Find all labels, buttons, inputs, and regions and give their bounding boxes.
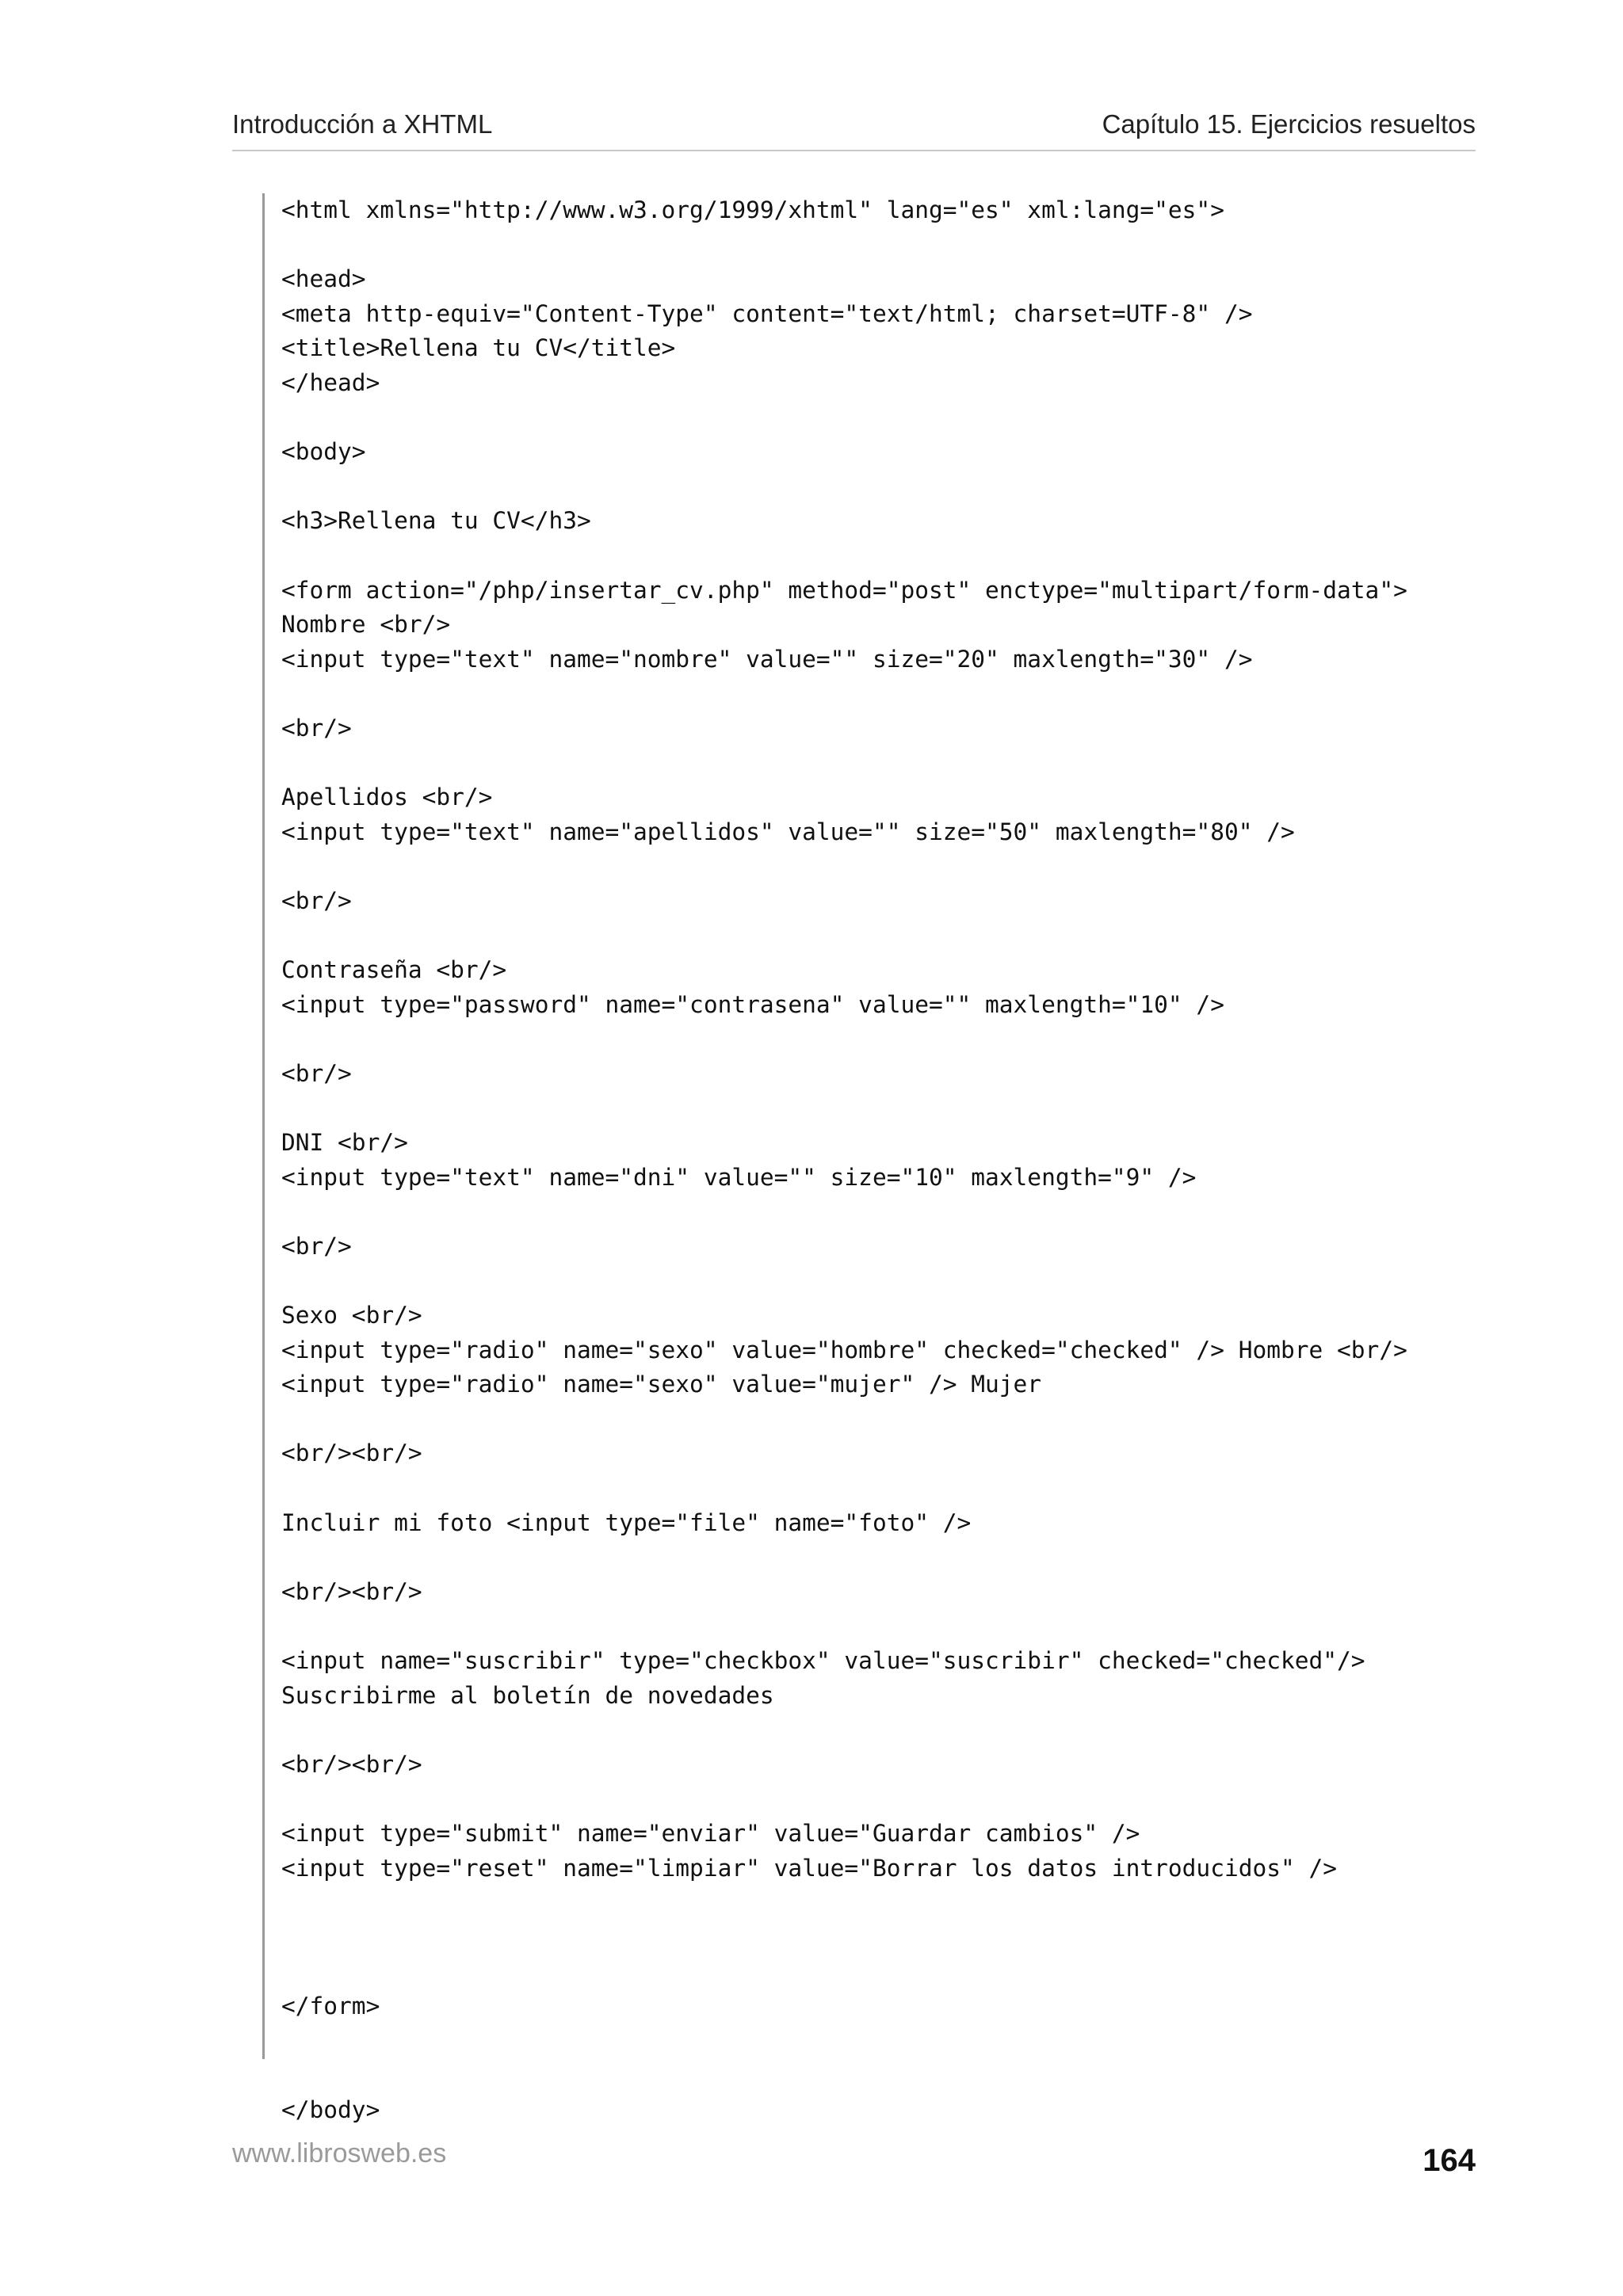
code-line: <br/> xyxy=(281,1059,352,1087)
code-line: <form action="/php/insertar_cv.php" method="post" enctype="multipart/form-data"> xyxy=(281,576,1407,604)
code-line: Contraseña <br/> xyxy=(281,956,507,984)
code-line: <input type="submit" name="enviar" value="Guardar cambios" /> xyxy=(281,1819,1140,1847)
code-line: <br/> xyxy=(281,887,352,914)
page-number: 164 xyxy=(1423,2143,1476,2178)
code-line: <head> xyxy=(281,265,366,293)
code-line: <input type="reset" name="limpiar" value="Borrar los datos introducidos" /> xyxy=(281,1854,1338,1882)
code-line: <body> xyxy=(281,438,366,466)
code-line: Nombre <br/> xyxy=(281,611,451,639)
code-line: <html xmlns="http://www.w3.org/1999/xhtml" lang="es" xml:lang="es"> xyxy=(281,196,1224,223)
code-line: Apellidos <br/> xyxy=(281,784,493,811)
code-line: <br/><br/> xyxy=(281,1577,422,1605)
footer-url: www.librosweb.es xyxy=(232,2138,447,2168)
code-line: Sexo <br/> xyxy=(281,1302,422,1329)
code-line: <title>Rellena tu CV</title> xyxy=(281,334,676,362)
header-divider xyxy=(232,150,1476,151)
code-line: <input type="password" name="contrasena" value="" maxlength="10" /> xyxy=(281,990,1224,1018)
code-line: </form> xyxy=(281,1992,380,2019)
running-header-title: Introducción a XHTML xyxy=(232,109,493,139)
code-line: <input type="text" name="apellidos" value="" size="50" maxlength="80" /> xyxy=(281,818,1295,845)
running-header-chapter: Capítulo 15. Ejercicios resueltos xyxy=(1102,109,1476,139)
code-line: Suscribirme al boletín de novedades xyxy=(281,1681,774,1709)
code-line: <input type="radio" name="sexo" value="mujer" /> Mujer xyxy=(281,1371,1042,1398)
code-line: <input type="text" name="nombre" value="" size="20" maxlength="30" /> xyxy=(281,645,1253,673)
code-line: <br/><br/> xyxy=(281,1440,422,1467)
code-line: <input type="text" name="dni" value="" size="10" maxlength="9" /> xyxy=(281,1163,1197,1191)
code-line: <input type="radio" name="sexo" value="hombre" checked="checked" /> Hombre <br/> xyxy=(281,1336,1407,1363)
code-line: <h3>Rellena tu CV</h3> xyxy=(281,507,591,535)
code-line: </head> xyxy=(281,368,380,396)
code-line: <input name="suscribir" type="checkbox" value="suscribir" checked="checked"/> xyxy=(281,1646,1365,1674)
code-line: <meta http-equiv="Content-Type" content="text/html; charset=UTF-8" /> xyxy=(281,299,1253,327)
code-line: Incluir mi foto <input type="file" name="foto" /> xyxy=(281,1508,972,1536)
code-line: <br/><br/> xyxy=(281,1750,422,1778)
code-listing xyxy=(262,193,1469,2123)
code-line: <br/> xyxy=(281,714,352,742)
code-text xyxy=(281,193,1407,2127)
code-line: <br/> xyxy=(281,1232,352,1260)
code-line: DNI <br/> xyxy=(281,1129,408,1157)
code-line: </body> xyxy=(281,2096,380,2123)
